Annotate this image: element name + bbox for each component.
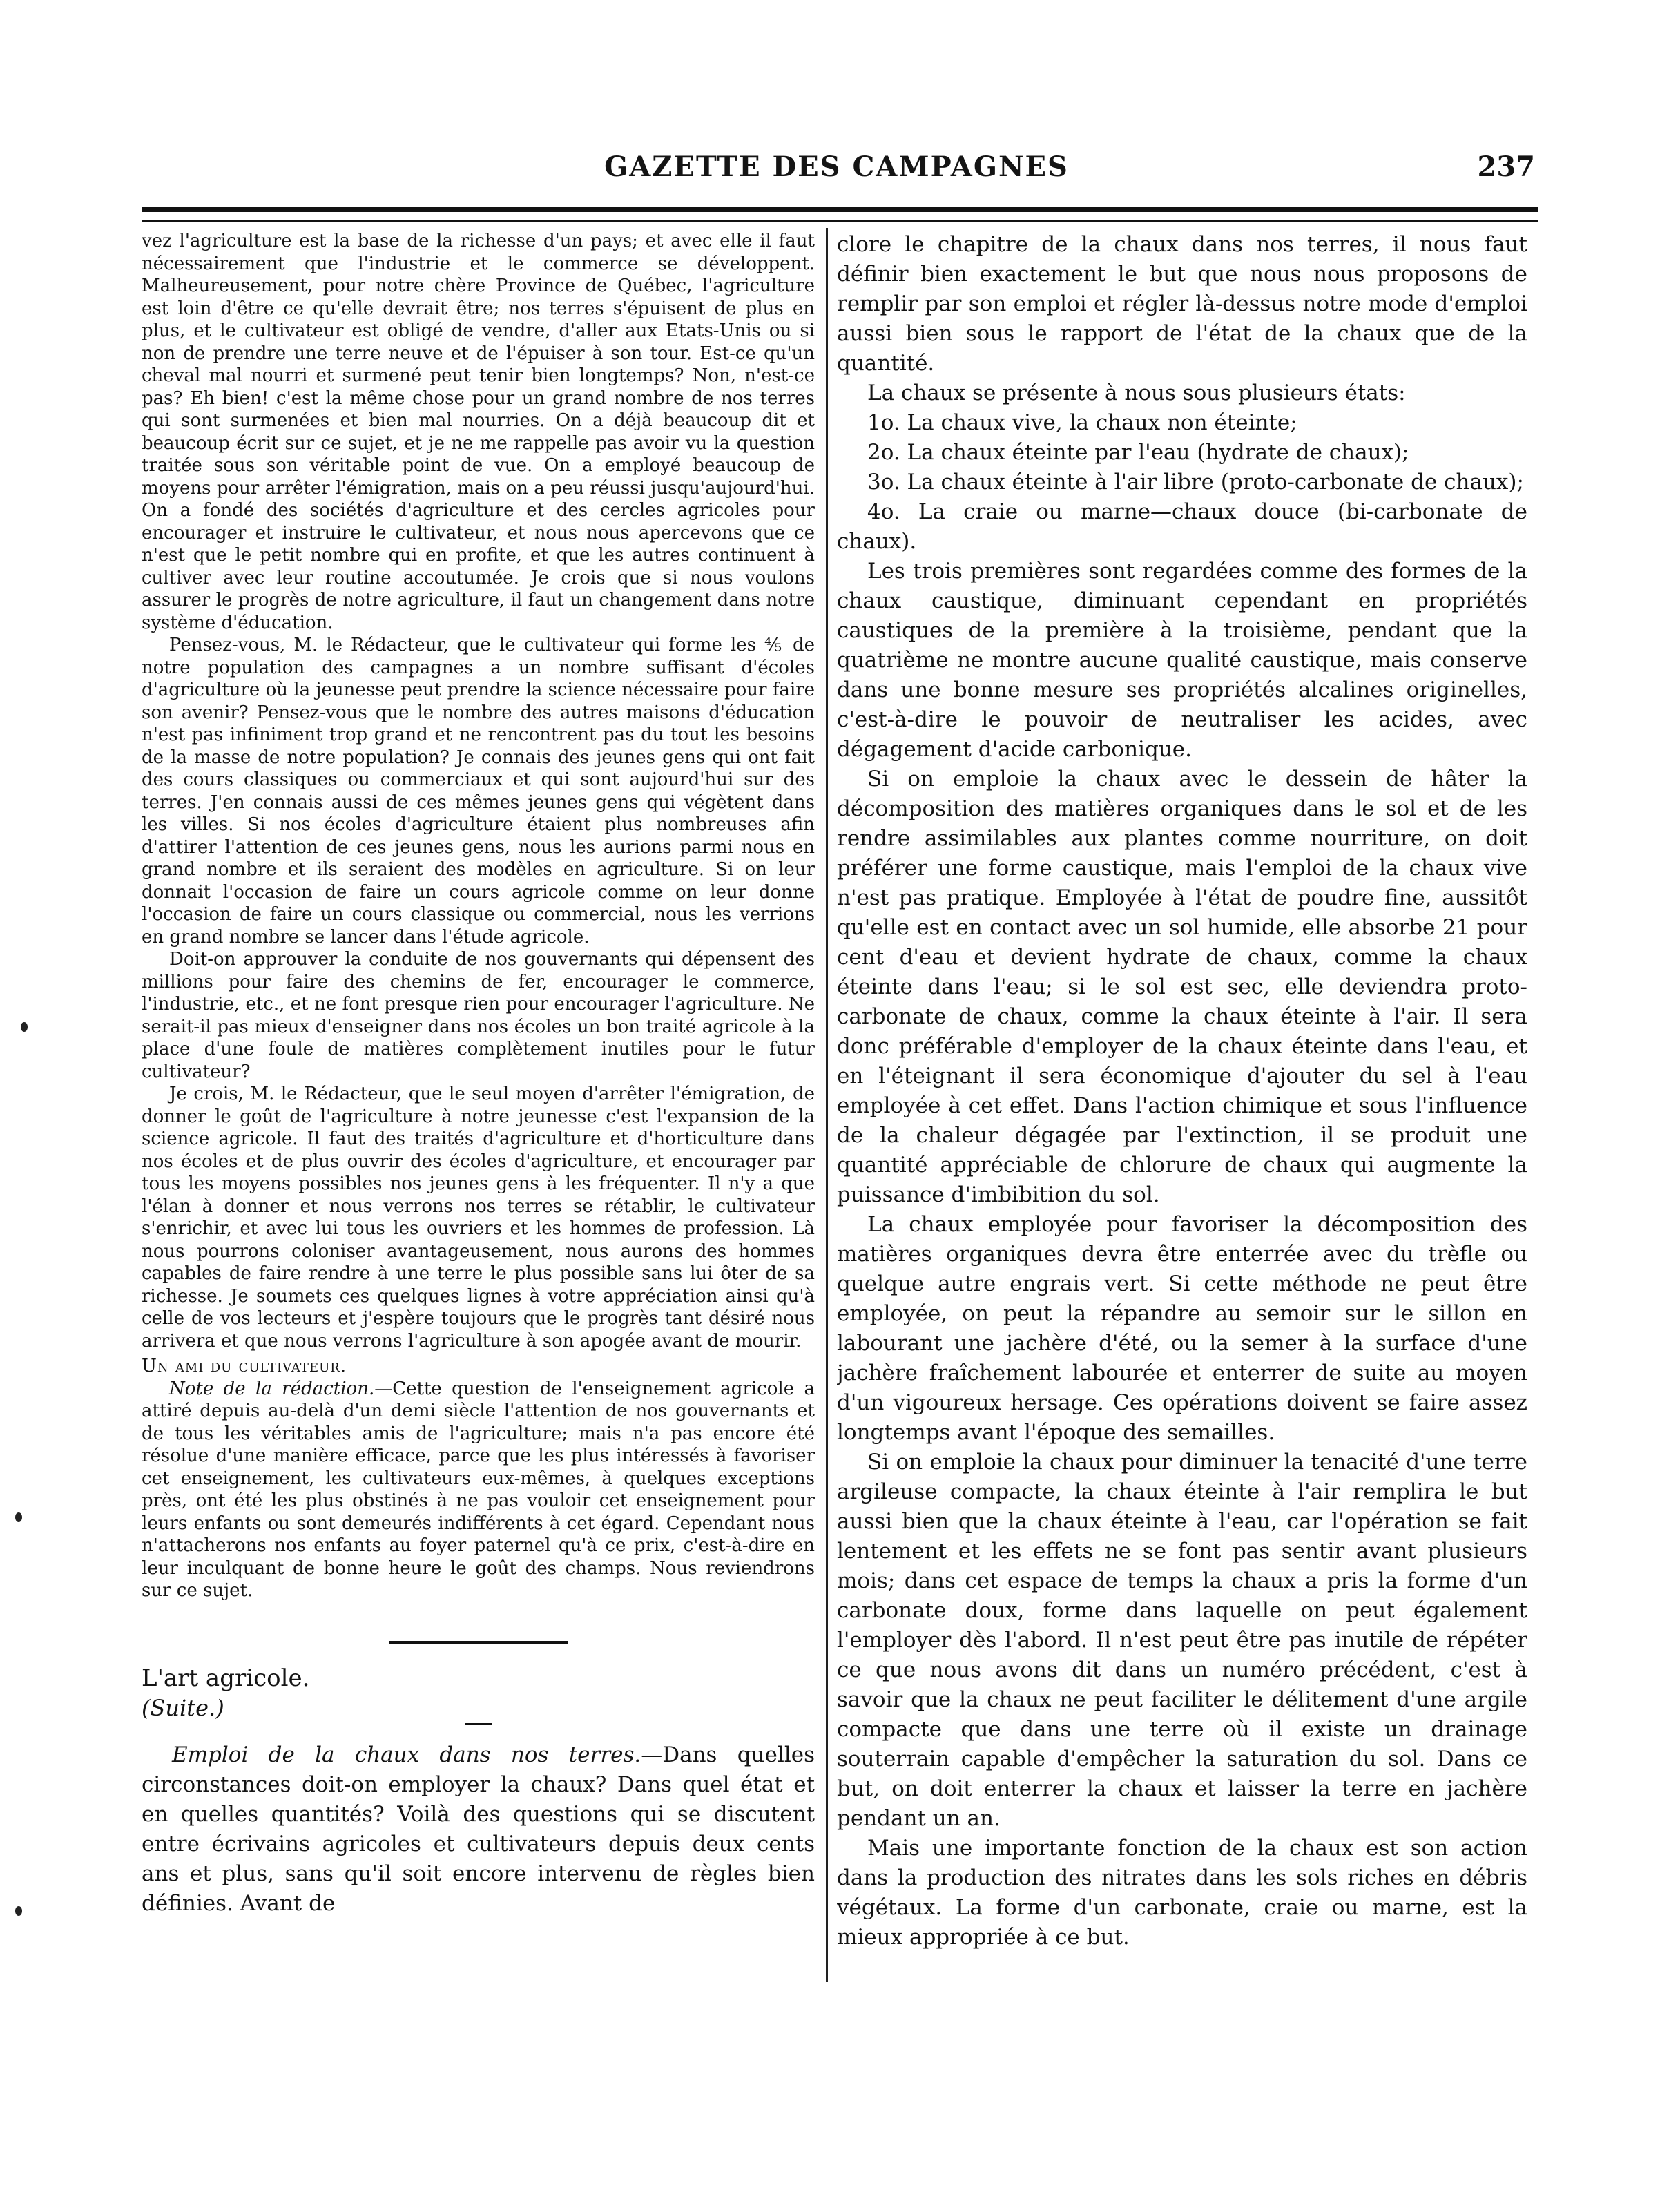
article-subtitle: (Suite.) [142,1694,224,1721]
body-paragraph: Mais une importante fonction de la chaux est son action dans la production des nitrates dans les sols riches en débris végétaux. La forme d'un carbonate, craie ou marne, est la mieux appropriée à ce but. [837,1836,1527,1950]
body-paragraph: Si on emploie la chaux pour diminuer la tenacité d'une terre argileuse compacte, la chaux éteinte à l'air remplira le but aussi bien que la chaux éteinte à l'eau, car l'opération se fait lentement et les effets ne se font pas sentir avant plusieurs mois; dans cet espace de temps la chaux a pris la forme d'un carbonate doux, forme dans laquelle on peut également l'employer dès l'abord. Il n'est peut être pas inutile de répéter ce que nous avons dit dans un numéro précédent, c'est à savoir que la chaux ne peut faciliter le délitement d'une argile compacte que dans une terre où il existe un drainage souterrain capable d'empêcher la saturation du sol. Dans ce but, on doit enterrer la chaux et laisser la terre en jachère pendant un an. [837,1450,1527,1831]
state-item: 3o. La chaux éteinte à l'air libre (proto-carbonate de chaux); [867,470,1524,494]
state-item: 4o. La craie ou marne—chaux douce (bi-carbonate de chaux). [837,499,1527,554]
states-intro: La chaux se présente à nous sous plusieurs états: [867,381,1406,405]
article-continuation: clore le chapitre de la chaux dans nos terres, il nous faut définir bien exactement le but que nous nous proposons de remplir par son emploi et régler là-dessus notre mode d'emploi aussi bien sous le rapport de l'état de la chaux que de la quantité. [837,232,1527,376]
article-first-paragraph [142,1740,815,1919]
right-column [837,230,1527,1952]
column-divider [826,228,828,1982]
body-paragraph: Les trois premières sont regardées comme des formes de la chaux caustique, diminuant cependant en propriétés caustiques de la première à la troisième, pendant que la quatrième ne montre aucune qualité caustique, mais conserve dans une bonne mesure ses propriétés alcalines originelles, c'est-à-dire le pouvoir de neutraliser les acides, avec dégagement d'acide carbonique. [837,559,1527,762]
body-paragraph: Si on emploie la chaux avec le dessein de hâter la décomposition des matières organiques dans le sol et de les rendre assimilables aux plantes comme nourriture, on doit préférer une forme caustique, mais l'emploi de la chaux vive n'est pas pratique. Employée à l'état de poudre fine, aussitôt qu'elle est en contact avec un sol humide, elle absorbe 21 pour cent d'eau et devient hydrate de chaux, comme la chaux éteinte dans l'eau; si le sol est sec, elle deviendra proto-carbonate de chaux, comme la chaux éteinte à l'air. Il sera donc préférable d'employer de la chaux éteinte dans l'eau, et en l'éteignant il sera économique d'ajouter du sel à l'eau employée à cet effet. Dans l'action chimique et sous l'influence de la chaleur dégagée par l'extinction, il se produit une quantité appréciable de chlorure de chaux qui augmente la puissance d'imbibition du sol. [837,767,1527,1207]
state-item: 1o. La chaux vive, la chaux non éteinte; [867,410,1297,435]
article-text: —Dans quelles circonstances doit-on employer la chaux? Dans quel état et en quelles quantités? Voilà des questions qui se discutent entre écrivains agricoles et cultivateurs depuis deux cents ans et plus, sans qu'il soit encore intervenu de règles bien définies. Avant de [142,1742,815,1916]
margin-mark [21,1022,28,1032]
letter-paragraph: Pensez-vous, M. le Rédacteur, que le cultivateur qui forme les ⅘ de notre population des campagnes a un nombre suffisant d'écoles d'agriculture où la jeunesse peut prendre la science nécessaire pour faire son avenir? Pensez-vous que le nombre des autres maisons d'éducation n'est pas infiniment trop grand et ne rencontrent pas du tout les besoins de la masse de notre population? Je connais des jeunes gens qui ont fait des cours classiques ou commerciaux et qui sont aujourd'hui sur des terres. J'en connais aussi de ces mêmes jeunes gens qui végètent dans les villes. Si nos écoles d'agriculture étaient plus nombreuses afin d'attirer l'attention de ces jeunes gens, nous les aurions parmi nous en grand nombre et ils seraient des modèles en agriculture. Si on leur donnait l'occasion de faire un cours agricole comme on leur donne l'occasion de faire un cours classique ou commercial, nous les verrions en grand nombre se lancer dans l'étude agricole. [142,635,815,948]
left-column [142,230,815,1919]
margin-mark [15,1512,22,1522]
letter-paragraph: Doit-on approuver la conduite de nos gouvernants qui dépensent des millions pour faire des chemins de fer, encourager le commerce, l'industrie, etc., et ne font presque rien pour encourager l'agriculture. Ne serait-il pas mieux d'enseigner dans nos écoles un bon traité agricole à la place d'une foule de matières complètement inutiles pour le futur cultivateur? [142,949,815,1082]
state-item: 2o. La chaux éteinte par l'eau (hydrate de chaux); [867,440,1409,465]
reader-letter [142,230,815,1602]
editor-note [142,1378,815,1602]
article-title: L'art agricole. [142,1664,310,1692]
letter-paragraph: vez l'agriculture est la base de la richesse d'un pays; et avec elle il faut nécessairement que l'industrie et le commerce se développent. Malheureusement, pour notre chère Province de Québec, l'agriculture est loin d'être ce qu'elle devrait être; nos terres s'épuisent de plus en plus, et le cultivateur est obligé de vendre, d'aller aux Etats-Unis ou si non de prendre une terre neuve et de l'épuiser à son tour. Est-ce qu'un cheval mal nourri et surmené peut tenir bien longtemps? Non, n'est-ce pas? Eh bien! c'est la même chose pour un grand nombre de nos terres qui sont surmenées et bien mal nourries. On a déjà beaucoup dit et beaucoup écrit sur ce sujet, et je ne me rappelle pas avoir vu la question traitée sous son véritable point de vue. On a employé beaucoup de moyens pour arrêter l'émigration, mais on a peu réussi jusqu'aujourd'hui. On a fondé des sociétés d'agriculture et des cercles agricoles pour encourager et instruire le cultivateur, et nous nous apercevons que ce n'est que le petit nombre qui en profite, et que les autres continuent à cultiver avec leur routine accoutumée. Je crois que si nous voulons assurer le progrès de notre agriculture, il faut un changement dans notre système d'éducation. [142,231,815,633]
header-rule-thin [142,220,1538,222]
page-header [138,151,1535,192]
article-start [142,1664,815,1919]
letter-paragraph: Je crois, M. le Rédacteur, que le seul moyen d'arrêter l'émigration, de donner le goût de l'agriculture à notre jeunesse c'est l'expansion de la science agricole. Il faut des traités d'agriculture et d'horticulture dans nos écoles et de plus ouvrir des écoles d'agriculture, et encourager par tous les moyens possibles nos jeunes gens à les fréquenter. Il n'y a que l'élan à donner et nous verrons nos terres se rétablir, le cultivateur s'enrichir, et avec lui tous les ouvriers et les hommes de profession. Là nous pourrons coloniser avantageusement, nous aurons des hommes capables de faire rendre à une terre le plus possible sans lui ôter de sa richesse. Je soumets ces quelques lignes à votre appréciation ainsi qu'à celle de vos lecteurs et j'espère toujours que le progrès tant désiré nous arrivera et que nous verrons l'agriculture à son apogée avant de mourir. [142,1084,815,1352]
letter-signature: Un ami du cultivateur. [142,1356,347,1376]
title-separator [465,1723,492,1725]
page-number: 237 [1477,151,1535,183]
editor-note-text: —Cette question de l'enseignement agricole a attiré depuis au-delà d'un demi siècle l'attention de nos gouvernants et de tous les véritables amis de l'agriculture; mais n'a pas encore été résolue d'une manière efficace, parce que les plus intéressés à favoriser cet enseignement, les cultivateurs eux-mêmes, à quelques exceptions près, ont été les plus obstinés à ne pas vouloir cet enseignement pour leurs enfants ou sont demeurés indifférents à cet égard. Cependant nous n'attacherons nos enfants au foyer paternel qu'à ce prix, c'est-à-dire en leur inculquant de bonne heure le goût des champs. Nous reviendrons sur ce sujet. [142,1378,815,1601]
running-title: GAZETTE DES CAMPAGNES [604,151,1069,183]
margin-mark [15,1906,22,1916]
article-lead: Emploi de la chaux dans nos terres. [172,1742,641,1767]
body-paragraph: La chaux employée pour favoriser la décomposition des matières organiques devra être enterrée avec du trèfle ou quelque autre engrais vert. Si cette méthode ne peut être employée, on peut la répandre au semoir sur le sillon en labourant une jachère d'été, ou la semer à la surface d'une jachère fraîchement labourée et enterrer de suite au moyen d'un vigoureux hersage. Ces opérations doivent se faire assez longtemps avant l'époque des semailles. [837,1212,1527,1445]
states-list [837,408,1527,557]
editor-note-lead: Note de la rédaction. [169,1378,375,1399]
header-rule-thick [142,207,1538,212]
section-separator [389,1641,568,1644]
